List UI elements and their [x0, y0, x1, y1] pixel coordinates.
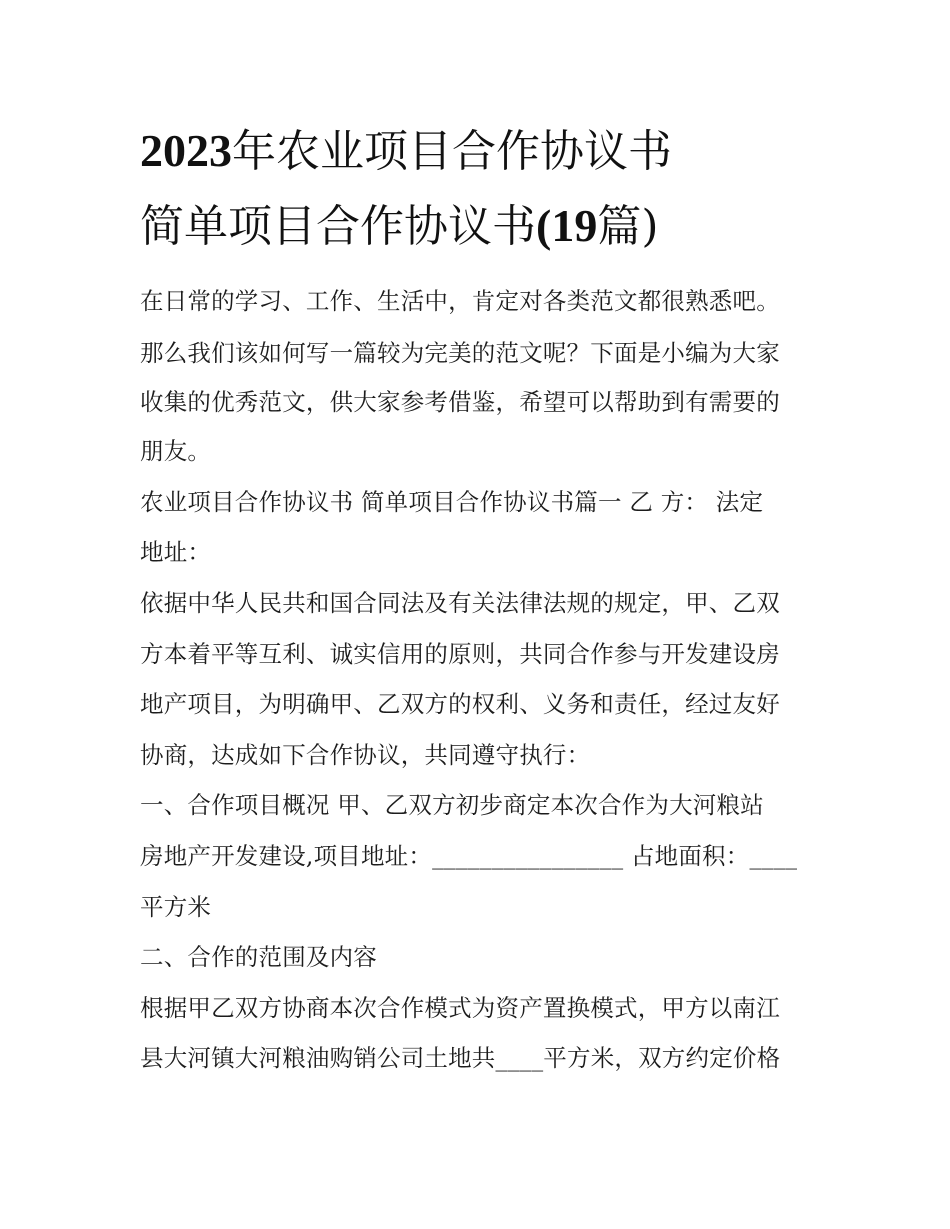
- body-line: 房地产开发建设,项目地址：________________ 占地面积：____: [140, 842, 798, 870]
- document-title-line-1: [140, 125, 820, 177]
- body-line: 二、合作的范围及内容: [140, 943, 377, 971]
- title-prefix: 简单项目合作协议书: [140, 201, 536, 252]
- body-line: 平方米: [140, 893, 212, 921]
- body-line: 根据甲乙双方协商本次合作模式为资产置换模式，甲方以南江: [140, 994, 780, 1022]
- body-line: 在日常的学习、工作、生活中，肯定对各类范文都很熟悉吧。: [140, 287, 780, 315]
- body-line: 方本着平等互利、诚实信用的原则，共同合作参与开发建设房: [140, 640, 780, 668]
- body-line: 地产项目，为明确甲、乙双方的权利、义务和责任，经过友好: [140, 690, 780, 718]
- body-line: 收集的优秀范文，供大家参考借鉴，希望可以帮助到有需要的: [140, 388, 780, 416]
- body-line: 地址：: [140, 538, 212, 566]
- body-line: 依据中华人民共和国合同法及有关法律法规的规定，甲、乙双: [140, 589, 780, 617]
- body-line: 一、合作项目概况 甲、乙双方初步商定本次合作为大河粮站: [140, 791, 764, 819]
- document-title-line-2: [140, 200, 820, 252]
- body-line: 那么我们该如何写一篇较为完美的范文呢？下面是小编为大家: [140, 339, 780, 367]
- body-line: 协商，达成如下合作协议，共同遵守执行：: [140, 741, 591, 769]
- body-line: 农业项目合作协议书 简单项目合作协议书篇一 乙 方： 法定: [140, 488, 764, 516]
- body-line: 县大河镇大河粮油购销公司土地共____平方米，双方约定价格: [140, 1044, 781, 1072]
- title-suffix: 篇): [597, 201, 659, 252]
- title-text: 年农业项目合作协议书: [232, 126, 672, 177]
- title-count: (19: [536, 200, 598, 251]
- body-line: 朋友。: [140, 437, 212, 465]
- title-year: 2023: [140, 125, 232, 176]
